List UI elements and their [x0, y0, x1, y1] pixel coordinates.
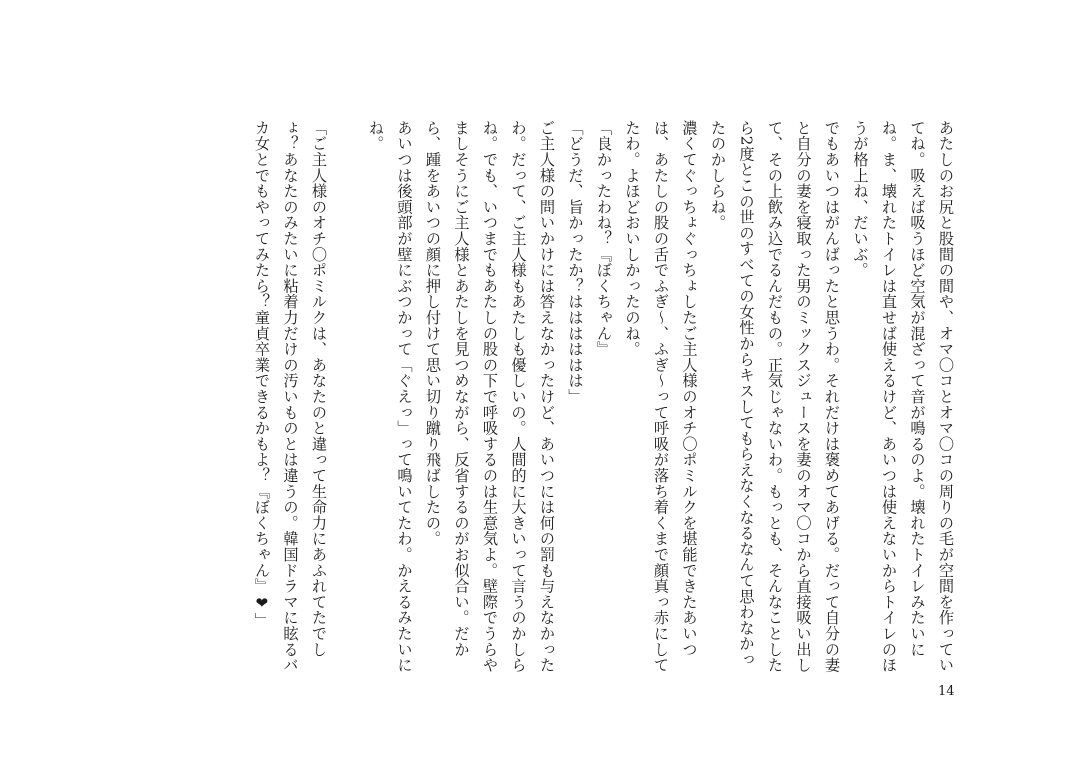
vertical-text-body [248, 120, 961, 680]
dialogue-line-3: 「ご主人様のオチ〇ポミルクは、あなたのと違って生命力にあふれてたでしょ？あなたのみたいに粘着力だけの汚いものとは違うの。韓国ドラマに眩るバカ女とでもやってみたら？童貞卒業できるかもよ？『ぼくちゃん』❤」 [253, 120, 328, 673]
blank-line [333, 120, 362, 680]
paragraph-4: ご主人様の問いかけには答えなかったけど、あいつには何の罰も与えなかったわ。だって、ご主人様もあたしも優しいの。人間的に大きいって言うのかしらね。でも、いつまでもあたしの股の下で呼吸するのは生意気よ。壁際でうらやましそうにご主人様とあたしを見つめながら、反省するのがお似合い。だから、踵をあいつの顔に押し付けて思い切り蹴り飛ばしたの。 [424, 120, 556, 673]
dialogue-line-1: 「良かったわね？『ぼくちゃん』 [595, 120, 613, 357]
paragraph-2: でもあいつはがんばったと思うわ。それだけは褒めてあげる。だって自分の妻と自分の妻を寝取った男のミックスジュースを妻のオマ〇コから直接吸い出して、その上飲み込でるんだもの。正気じゃないわ。もっとも、そんなことしたら2度とこの世のすべての女性からキスしてもらえなくなるなんて思わなかったのかしらね。 [709, 120, 841, 673]
paragraph-5: あいつは後頭部が壁にぶつかって「ぐえっ」って鳴いてたわ。かえるみたいにね。 [367, 120, 414, 673]
page-number: 14 [938, 684, 955, 699]
dialogue-line-2: 「どうだ、旨かったか？はははははは」 [566, 120, 585, 405]
paragraph-3: 濃くてぐっちょぐっちょしたご主人様のオチ〇ポミルクを堪能できたあいつは、あたしの股の舌でふぎ〜、ふぎ〜って呼吸が落ち着くまで顔真っ赤にしてたわ。よほどおいしかったのね。 [623, 120, 699, 673]
paragraph-1: あたしのお尻と股間の間や、オマ〇コとオマ〇コの周りの毛が空間を作っていてね。吸えば吸うほど空気が混ざって音が鳴るのよ。壊れたトイレみたいにね。ま、壊れたトイレは直せば使えるけど、あいつは使えないからトイレのほうが格上ね、だいぶ。 [851, 120, 955, 673]
